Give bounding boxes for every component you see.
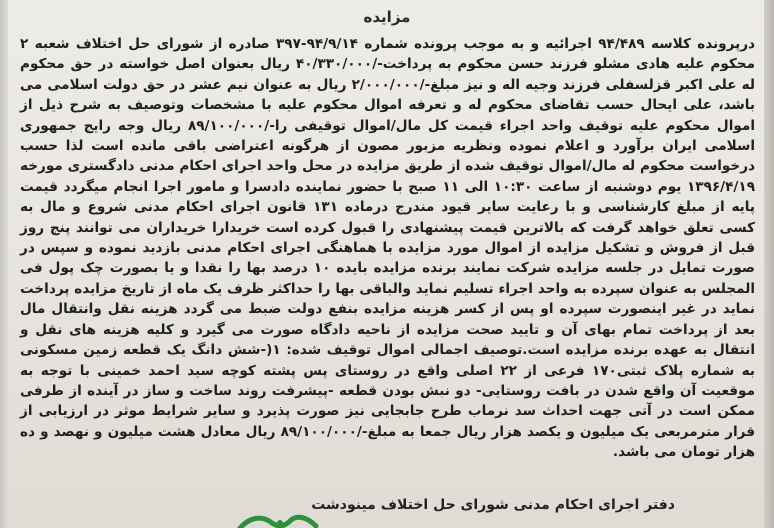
notice-signature: دفتر اجرای احکام مدنی شورای حل اختلاف مینودشت <box>311 497 675 513</box>
notice-body: درپرونده کلاسه ۹۴/۴۸۹ اجرائیه و به موجب پرونده شماره ۹۴/۹/۱۴-۳۹۷ صادره از شورای حل اختلاف شعبه ۲ محکوم علیه هادی مشلو فرزند حسن محکوم به پرداخت-/۴۰/۳۳۰/۰۰۰ ریال بعنوان اصل خواسته در حق محکوم له علی اکبر قزلسفلی فرزند وجیه اله و نیز مبلغ-/۲/۰۰۰/۰۰۰ ریال به عنوان نیم عشر در حق دولت اسلامی می باشد، علی ایحال حسب تقاضای محکوم له و تعرفه اموال محکوم علیه با مشخصات وتوصیف به شرح ذیل از اموال محکوم علیه توقیف واحد اجراء قیمت کل مال/اموال توقیفی را-/۸۹/۱۰۰/۰۰۰ ریال وجه رایج جمهوری اسلامی ایران برآورد و اعلام نموده ونظریه مزبور مصون از هرگونه اعتراضی باقی مانده است لذا حسب درخواست محکوم له مال/اموال توقیف شده از طریق مزایده در محل واحد اجرای احکام مدنی دادگستری مورخه ۱۳۹۶/۴/۱۹ یوم دوشنبه از ساعت ۱۰:۳۰ الی ۱۱ صبح با حضور نماینده دادسرا و مامور اجرا انجام میگردد قیمت پایه از مبلغ کارشناسی و با رعایت سایر قیود مندرج درماده ۱۳۱ قانون اجرای احکام مدنی شروع و مال به کسی تعلق خواهد گرفت که بالاترین قیمت پیشنهادی را قبول کرده است خریدارا خریداران می توانند پنج روز قبل از فروش و تشکیل مزایده از اموال مورد مزایده با هماهنگی اجرای احکام مدنی بازدید نموده و سپس در صورت تمایل در جلسه مزایده شرکت نمایند برنده مزایده بایده ۱۰ درصد بها را نقدا و یا بصورت چک پول فی المجلس به عنوان سپرده به واحد اجراء تسلیم نماید والباقی بها را حداکثر ظرف یک ماه از تاریخ مزایده پرداخت نماید در غیر اینصورت سپرده او پس از کسر هزینه مزایده بنفع دولت ضبط می گردد هزینه نقل وانتقال مال بعد از پرداخت تمام بهای آن و تایید صحت مزایده از ناحیه دادگاه صورت می گیرد و کلیه هزینه های نقل و انتقال به عهده برنده مزایده است.توصیف اجمالی اموال توقیف شده: ۱(-شش دانگ یک قطعه زمین مسکونی به شماره پلاک ثبتی۱۷۰ فرعی از ۲۲ اصلی واقع در روستای پس پشته کوچه سید احمد خمینی با توجه به موقعیت آن واقع شدن در بافت روستایی- دو نبش بودن قطعه -پیشرفت روند ساخت و ساز در آینده از طرفی ممکن است در آتی جهت احداث سد نرماب طرح جابجایی نیز صورت پذیرد و سایر شرایط موثر در ارزیابی از قرار مترمربعی یک میلیون و یکصد هزار ریال جمعا به مبلغ-/۸۹/۱۰۰/۰۰۰ ریال معادل هشت میلیون و نهصد و ده هزار تومان می باشد. <box>20 36 756 461</box>
paper-edge-left <box>0 0 8 528</box>
stamp-logo <box>220 511 340 528</box>
paper-edge-right <box>764 0 774 528</box>
notice-title: مزایده <box>363 8 411 26</box>
